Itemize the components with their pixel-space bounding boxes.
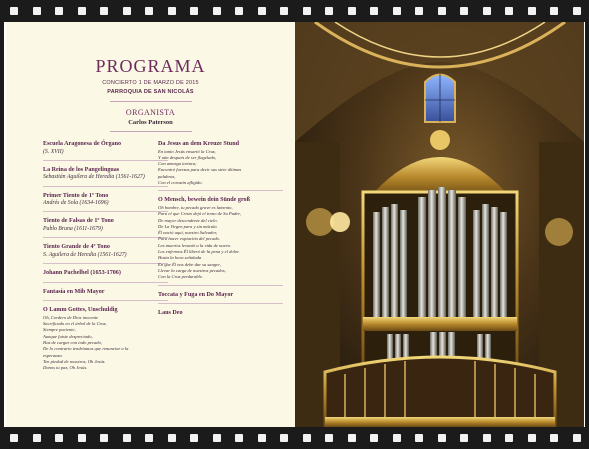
film-perforation — [370, 7, 378, 15]
lyric-line: De lo contrario tendríamos que renunciar a la — [43, 346, 129, 352]
lyric-line: Oh, Cordero de Dios inocente — [43, 314, 99, 320]
program-entry — [43, 167, 168, 187]
lyric-line: En tanto Jesús ensartó la Cruz, — [158, 148, 216, 154]
film-perforation — [213, 7, 221, 15]
program-entry — [158, 197, 283, 285]
lyric-line: Siempre paciente, — [43, 327, 76, 333]
lyric-text — [43, 315, 168, 372]
composer: (S. XVII) — [43, 148, 64, 155]
film-perforation — [438, 434, 446, 442]
film-perforation — [168, 7, 176, 15]
program-entry — [158, 141, 283, 191]
film-perforation — [258, 7, 266, 15]
film-perforation — [190, 7, 198, 15]
film-perforation — [123, 7, 131, 15]
film-perforation — [325, 7, 333, 15]
program-title: PROGRAMA — [95, 56, 206, 76]
organ-pipes-center — [418, 187, 466, 317]
film-perforation — [145, 7, 153, 15]
film-perforation — [483, 7, 491, 15]
lyric-line: Sacrificado en el árbol de la Cruz, — [43, 321, 107, 327]
film-perforation — [100, 7, 108, 15]
film-perforation — [325, 434, 333, 442]
lyric-line: Para el que Cristo dejó el trono de Su Padre, — [158, 211, 242, 217]
film-perforation — [280, 434, 288, 442]
film-perforation — [550, 7, 558, 15]
film-perforation — [235, 434, 243, 442]
venue-name: PARROQUIA DE SAN NICOLÁS — [107, 89, 194, 95]
piece-title: O Mensch, bewein dein Sünde groß — [158, 197, 250, 204]
film-perforation — [573, 7, 581, 15]
performer-divider — [110, 131, 192, 132]
film-perforation — [235, 7, 243, 15]
lyric-line: Para hacer expiación del pecado. — [158, 236, 221, 242]
performer-name: Carlos Paterson — [128, 119, 173, 126]
lyric-line: Hasta la hora señalada — [158, 255, 202, 261]
lyric-line: palabras, — [158, 173, 176, 179]
lyric-line: Y aún después de ser flagelado, — [158, 154, 217, 160]
program-right-column — [158, 141, 283, 328]
lyric-line: Llevar la carga de nuestros pecados, — [158, 267, 226, 273]
piece-title: Tiento de Falsas de 1º Tono — [43, 218, 114, 225]
film-perforation — [348, 434, 356, 442]
piece-title: Da Jesus an dem Kreuze Stund — [158, 141, 239, 147]
lyric-line: esperanza. — [43, 352, 63, 358]
film-perforation — [258, 434, 266, 442]
lyric-line: Con el corazón afligido. — [158, 180, 203, 186]
lyric-line: De La Virgen para y sin mácula — [158, 223, 217, 229]
piece-title: Toccata y Fuga en Do Mayor — [158, 291, 234, 298]
piece-title: Fantasía en Mib Mayor — [43, 288, 105, 295]
program-entry — [43, 270, 168, 283]
lyric-line: De mayor descendente del cielo. — [158, 217, 218, 223]
program-left-column — [43, 141, 168, 381]
concert-date: CONCIERTO 1 DE MARZO DE 2015 — [102, 80, 199, 86]
lyric-text — [158, 149, 283, 187]
film-perforation — [55, 434, 63, 442]
film-perforation — [393, 434, 401, 442]
film-strip-bottom — [0, 427, 589, 449]
film-perforation — [573, 434, 581, 442]
lyric-line: En que Él nos debe dar su sangre, — [158, 261, 221, 267]
film-perforation — [145, 434, 153, 442]
film-perforation — [100, 434, 108, 442]
film-perforation — [303, 7, 311, 15]
lyric-line: Danos tu paz, Oh Jesús. — [43, 365, 88, 371]
piece-title: O Lamm Gottes, Unschuldig — [43, 307, 118, 314]
organ-illustration — [295, 22, 584, 427]
lyric-line: Aunque fuiste despreciado, — [43, 333, 93, 339]
composer: Andrés de Sola (1634-1696) — [43, 200, 109, 207]
program-sheet — [6, 22, 295, 427]
film-perforation — [280, 7, 288, 15]
film-perforation — [415, 7, 423, 15]
program-entry — [43, 141, 168, 161]
film-perforation — [528, 7, 536, 15]
piece-title: Escuela Aragonesa de Órgano — [43, 141, 122, 147]
film-perforation — [505, 434, 513, 442]
film-perforation — [528, 434, 536, 442]
film-perforation — [10, 7, 18, 15]
film-perforation — [168, 434, 176, 442]
composer: Sebastián Aguilera de Heredia (1561-1627) — [43, 174, 145, 181]
film-perforation — [483, 434, 491, 442]
piece-title: Johann Pachelbel (1653-1706) — [43, 269, 121, 276]
film-perforation — [415, 434, 423, 442]
film-perforation — [348, 7, 356, 15]
film-perforation — [55, 7, 63, 15]
lyric-line: Ten piedad de nosotros, Oh Jesús. — [43, 358, 106, 364]
lyric-line: Con la Cruz perdurable. — [158, 274, 204, 280]
title-divider — [110, 101, 192, 102]
lyric-line: Oh hombre, tu pecado grave es lamento, — [158, 204, 233, 210]
film-perforation — [370, 434, 378, 442]
film-perforation — [78, 434, 86, 442]
film-perforation — [33, 434, 41, 442]
piece-title: Primer Tiento de 1º Tono — [43, 192, 109, 199]
program-entry — [43, 218, 168, 238]
lyric-line: Los enfermos Él liberó de la pena y el dolor. — [158, 249, 240, 255]
film-perforation — [123, 434, 131, 442]
film-perforation — [10, 434, 18, 442]
composer: Pablo Bruna (1611-1679) — [43, 225, 103, 232]
film-perforation — [190, 434, 198, 442]
lyric-line: Los muertos levantó a la vida de nuevo. — [158, 242, 232, 248]
section-heading: ORGANISTA — [125, 108, 176, 117]
film-perforation — [550, 434, 558, 442]
lyric-line: Con amarga tortura; — [158, 161, 197, 167]
piece-title: La Reina de los Pangelinguas — [43, 166, 120, 173]
lyric-text — [158, 205, 283, 281]
lyric-line: Él nació aquí, nuestro Salvador, — [158, 230, 218, 236]
film-perforation — [460, 7, 468, 15]
film-perforation — [78, 7, 86, 15]
film-perforation — [460, 434, 468, 442]
film-perforation — [303, 434, 311, 442]
program-entry — [43, 289, 168, 302]
program-entry — [158, 292, 283, 305]
film-perforation — [33, 7, 41, 15]
film-perforation — [213, 434, 221, 442]
film-strip-top — [0, 0, 589, 22]
film-perforation — [505, 7, 513, 15]
program-entry — [43, 193, 168, 213]
film-perforation — [393, 7, 401, 15]
lyric-line: Has de cargar con todo pecado, — [43, 339, 103, 345]
program-entry — [158, 310, 283, 322]
lyric-line: Encontró fuerzas para decir sus siete últimas — [158, 167, 242, 173]
organ-photo — [295, 22, 584, 427]
program-entry — [43, 244, 168, 264]
piece-title: Laus Deo — [158, 310, 183, 317]
piece-title: Tiento Grande de 4º Tono — [43, 244, 110, 251]
program-entry — [43, 307, 168, 375]
composer: S. Aguilera de Heredia (1561-1627) — [43, 251, 127, 258]
film-perforation — [438, 7, 446, 15]
